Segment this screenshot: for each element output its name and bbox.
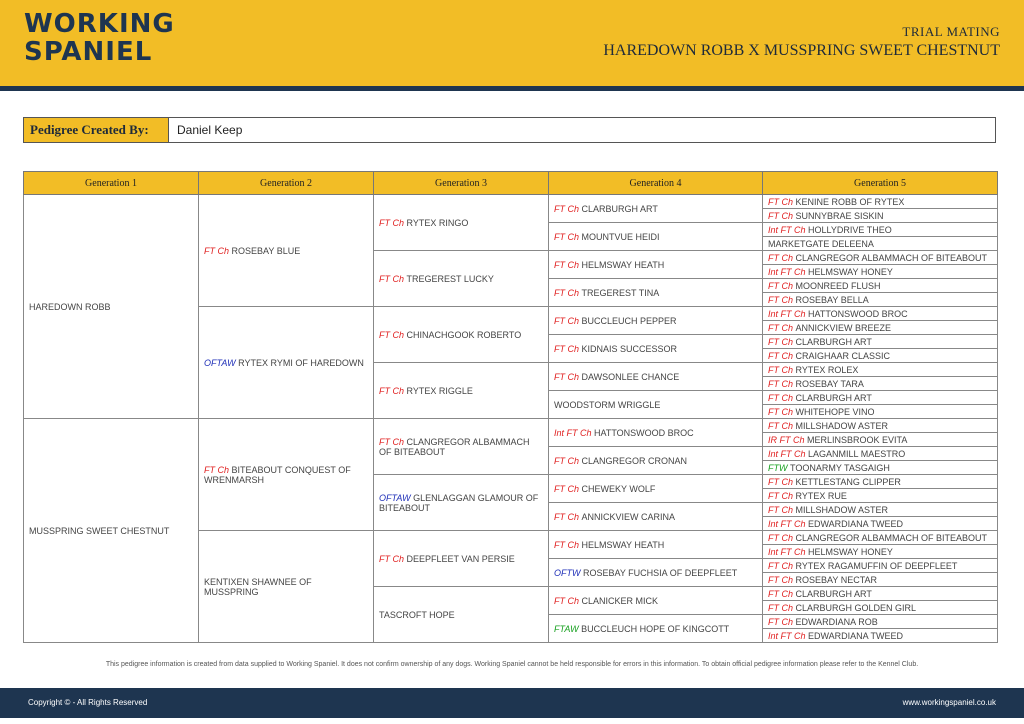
dog-name: MERLINSBROOK EVITA xyxy=(807,434,908,445)
dog-name: ROSEBAY TARA xyxy=(795,378,864,389)
pedigree-cell-gen5[interactable] xyxy=(763,349,998,363)
pedigree-cell-gen5[interactable] xyxy=(763,293,998,307)
pedigree-cell-gen5[interactable] xyxy=(763,559,998,573)
dog-title: FT Ch xyxy=(379,385,407,396)
pedigree-cell-gen4[interactable] xyxy=(549,279,763,307)
dog-name: CLANICKER MICK xyxy=(581,595,659,606)
dog-title: FT Ch xyxy=(768,616,796,627)
dog-name: BUCCLEUCH HOPE OF KINGCOTT xyxy=(581,623,730,634)
dog-name: KIDNAIS SUCCESSOR xyxy=(581,343,678,354)
dog-name: SUNNYBRAE SISKIN xyxy=(795,210,884,221)
dog-name: CRAIGHAAR CLASSIC xyxy=(795,350,891,361)
pedigree-cell-gen4[interactable] xyxy=(549,475,763,503)
dog-name: KENTIXEN SHAWNEE OF MUSSPRING xyxy=(204,576,312,597)
pedigree-cell-gen4[interactable] xyxy=(549,587,763,615)
dog-title: FT Ch xyxy=(768,490,796,501)
dog-name: TOONARMY TASGAIGH xyxy=(790,462,890,473)
dog-title: FT Ch xyxy=(554,231,582,242)
table-row xyxy=(24,195,998,209)
pedigree-cell-gen5[interactable] xyxy=(763,377,998,391)
dog-title: FT Ch xyxy=(554,203,582,214)
pedigree-cell-gen5[interactable] xyxy=(763,209,998,223)
pedigree-cell-gen5[interactable] xyxy=(763,545,998,559)
dog-name: EDWARDIANA TWEED xyxy=(808,518,904,529)
dog-name: HAREDOWN ROBB xyxy=(29,301,111,312)
dog-name: KENINE ROBB OF RYTEX xyxy=(795,196,905,207)
dog-name: ROSEBAY NECTAR xyxy=(795,574,878,585)
dog-name: TREGEREST LUCKY xyxy=(406,273,494,284)
dog-name: ANNICKVIEW CARINA xyxy=(581,511,676,522)
header-bar xyxy=(0,0,1024,86)
pedigree-cell-gen4[interactable] xyxy=(549,391,763,419)
dog-name: MARKETGATE DELEENA xyxy=(768,238,874,249)
pedigree-cell-gen5[interactable] xyxy=(763,531,998,545)
logo-line2: SPANIEL xyxy=(24,37,153,67)
dog-name: CLARBURGH ART xyxy=(795,392,872,403)
pedigree-cell-gen5[interactable] xyxy=(763,251,998,265)
pedigree-cell-gen5[interactable] xyxy=(763,307,998,321)
dog-name: KETTLESTANG CLIPPER xyxy=(795,476,901,487)
dog-name: CLANGREGOR ALBAMMACH OF BITEABOUT xyxy=(795,532,988,543)
table-row xyxy=(24,419,998,433)
pedigree-cell-gen3[interactable] xyxy=(374,363,549,419)
logo-line1: WORKING xyxy=(24,9,175,39)
pedigree-cell-gen5[interactable] xyxy=(763,601,998,615)
dog-title: FT Ch xyxy=(768,406,796,417)
dog-name: CLANGREGOR ALBAMMACH OF BITEABOUT xyxy=(795,252,988,263)
dog-name: LAGANMILL MAESTRO xyxy=(808,448,906,459)
pedigree-cell-gen5[interactable] xyxy=(763,195,998,209)
pedigree-cell-gen3[interactable] xyxy=(374,251,549,307)
pedigree-cell-gen2[interactable] xyxy=(199,419,374,531)
dog-title: FT Ch xyxy=(554,371,582,382)
pedigree-cell-gen2[interactable] xyxy=(199,531,374,643)
dog-title: FT Ch xyxy=(554,259,582,270)
dog-title: OFTAW xyxy=(204,357,239,368)
dog-name: EDWARDIANA ROB xyxy=(795,616,878,627)
dog-name: CLANGREGOR ALBAMMACH OF BITEABOUT xyxy=(379,436,530,457)
pedigree-cell-gen2[interactable] xyxy=(199,195,374,307)
dog-name: CHEWEKY WOLF xyxy=(581,483,656,494)
pedigree-cell-gen5[interactable] xyxy=(763,615,998,629)
dog-title: FT Ch xyxy=(768,364,796,375)
dog-title: FT Ch xyxy=(768,336,796,347)
dog-title: FT Ch xyxy=(379,553,407,564)
pedigree-cell-gen5[interactable] xyxy=(763,265,998,279)
dog-title: FT Ch xyxy=(768,280,796,291)
pedigree-cell-gen4[interactable] xyxy=(549,251,763,279)
dog-name: ANNICKVIEW BREEZE xyxy=(795,322,892,333)
dog-title: Int FT Ch xyxy=(768,518,809,529)
dog-name: MILLSHADOW ASTER xyxy=(795,504,889,515)
dog-name: HELMSWAY HONEY xyxy=(808,266,893,277)
dog-name: CLARBURGH ART xyxy=(581,203,658,214)
pedigree-cell-gen5[interactable] xyxy=(763,461,998,475)
dog-name: RYTEX RYMI OF HAREDOWN xyxy=(238,357,364,368)
dog-name: HELMSWAY HEATH xyxy=(581,539,665,550)
pedigree-cell-gen3[interactable] xyxy=(374,587,549,643)
dog-name: MUSSPRING SWEET CHESTNUT xyxy=(29,525,170,536)
dog-title: FT Ch xyxy=(768,378,796,389)
pedigree-cell-gen4[interactable] xyxy=(549,363,763,391)
dog-name: CLARBURGH GOLDEN GIRL xyxy=(795,602,917,613)
pedigree-cell-gen5[interactable] xyxy=(763,405,998,419)
dog-title: Int FT Ch xyxy=(768,546,809,557)
dog-name: WHITEHOPE VINO xyxy=(795,406,875,417)
dog-title: FT Ch xyxy=(204,245,232,256)
dog-title: FT Ch xyxy=(768,294,796,305)
dog-name: DAWSONLEE CHANCE xyxy=(581,371,680,382)
dog-title: FT Ch xyxy=(554,483,582,494)
pedigree-cell-gen5[interactable] xyxy=(763,587,998,601)
dog-title: FT Ch xyxy=(768,574,796,585)
dog-title: FT Ch xyxy=(768,532,796,543)
dog-title: FT Ch xyxy=(768,504,796,515)
title-block xyxy=(603,24,1000,60)
dog-title: FT Ch xyxy=(768,476,796,487)
page-title: HAREDOWN ROBB X MUSSPRING SWEET CHESTNUT xyxy=(603,42,1000,59)
dog-title: FT Ch xyxy=(768,602,796,613)
dog-name: RYTEX RINGO xyxy=(406,217,469,228)
dog-title: FT Ch xyxy=(554,287,582,298)
dog-title: FT Ch xyxy=(379,436,407,447)
dog-title: Int FT Ch xyxy=(768,224,809,235)
dog-title: FT Ch xyxy=(768,322,796,333)
dog-title: FT Ch xyxy=(768,210,796,221)
dog-name: GLENLAGGAN GLAMOUR OF BITEABOUT xyxy=(379,492,539,513)
pedigree-cell-gen4[interactable] xyxy=(549,307,763,335)
dog-title: Int FT Ch xyxy=(768,266,809,277)
dog-title: FT Ch xyxy=(379,217,407,228)
pedigree-cell-gen3[interactable] xyxy=(374,531,549,587)
dog-name: WOODSTORM WRIGGLE xyxy=(554,399,661,410)
dog-title: IR FT Ch xyxy=(768,434,808,445)
dog-title: FTW xyxy=(768,462,790,473)
dog-name: HELMSWAY HONEY xyxy=(808,546,893,557)
column-header: Generation 4 xyxy=(549,172,763,195)
dog-name: RYTEX RAGAMUFFIN OF DEEPFLEET xyxy=(795,560,958,571)
dog-name: EDWARDIANA TWEED xyxy=(808,630,904,641)
dog-name: CHINACHGOOK ROBERTO xyxy=(406,329,522,340)
pedigree-cell-gen5[interactable] xyxy=(763,321,998,335)
table-header-row xyxy=(24,172,998,195)
pedigree-cell-gen4[interactable] xyxy=(549,531,763,559)
pedigree-cell-gen5[interactable] xyxy=(763,489,998,503)
dog-name: DEEPFLEET VAN PERSIE xyxy=(406,553,515,564)
pedigree-cell-gen4[interactable] xyxy=(549,503,763,531)
pedigree-cell-gen5[interactable] xyxy=(763,433,998,447)
pedigree-table xyxy=(23,171,998,643)
disclaimer-text: This pedigree information is created from data supplied to Working Spaniel. It does not confirm ownership of any dogs. Working Spaniel cannot be held responsible for errors in this information. To obtain official pedigree information please refer to the Kennel Club. xyxy=(105,661,919,668)
pedigree-cell-gen1[interactable] xyxy=(24,419,199,643)
pedigree-cell-gen2[interactable] xyxy=(199,307,374,419)
footer-bar xyxy=(0,688,1024,718)
dog-name: TREGEREST TINA xyxy=(581,287,660,298)
working-spaniel-logo[interactable] xyxy=(24,10,175,66)
column-header: Generation 2 xyxy=(199,172,374,195)
footer-website-link[interactable]: www.workingspaniel.co.uk xyxy=(902,698,996,707)
dog-name: RYTEX ROLEX xyxy=(795,364,859,375)
dog-name: RYTEX RIGGLE xyxy=(406,385,473,396)
dog-title: FT Ch xyxy=(768,350,796,361)
pedigree-cell-gen3[interactable] xyxy=(374,195,549,251)
pedigree-cell-gen3[interactable] xyxy=(374,419,549,475)
pedigree-cell-gen5[interactable] xyxy=(763,363,998,377)
pedigree-cell-gen4[interactable] xyxy=(549,447,763,475)
dog-title: OFTAW xyxy=(379,492,414,503)
pedigree-cell-gen4[interactable] xyxy=(549,615,763,643)
dog-name: BITEABOUT CONQUEST OF WRENMARSH xyxy=(204,464,351,485)
pedigree-cell-gen5[interactable] xyxy=(763,279,998,293)
dog-name: MOUNTVUE HEIDI xyxy=(581,231,660,242)
dog-name: ROSEBAY FUCHSIA OF DEEPFLEET xyxy=(583,567,738,578)
pedigree-cell-gen5[interactable] xyxy=(763,447,998,461)
dog-name: TASCROFT HOPE xyxy=(379,609,455,620)
copyright-text: Copyright © - All Rights Reserved xyxy=(28,698,148,707)
page-subtitle: TRIAL MATING xyxy=(902,24,1000,39)
dog-name: ROSEBAY BELLA xyxy=(795,294,869,305)
pedigree-creator-box xyxy=(23,117,996,143)
dog-title: FT Ch xyxy=(204,464,232,475)
dog-name: ROSEBAY BLUE xyxy=(231,245,301,256)
dog-name: CLARBURGH ART xyxy=(795,336,872,347)
dog-title: FT Ch xyxy=(554,539,582,550)
dog-title: FT Ch xyxy=(554,455,582,466)
pedigree-cell-gen5[interactable] xyxy=(763,573,998,587)
dog-title: Int FT Ch xyxy=(768,308,809,319)
pedigree-cell-gen4[interactable] xyxy=(549,195,763,223)
pedigree-cell-gen5[interactable] xyxy=(763,503,998,517)
dog-title: FT Ch xyxy=(554,511,582,522)
header-divider xyxy=(0,86,1024,91)
pedigree-cell-gen5[interactable] xyxy=(763,475,998,489)
pedigree-cell-gen5[interactable] xyxy=(763,419,998,433)
pedigree-cell-gen1[interactable] xyxy=(24,195,199,419)
pedigree-cell-gen5[interactable] xyxy=(763,335,998,349)
dog-title: FT Ch xyxy=(768,560,796,571)
dog-title: FT Ch xyxy=(768,196,796,207)
dog-name: CLANGREGOR CRONAN xyxy=(581,455,688,466)
creator-label: Pedigree Created By: xyxy=(24,118,169,142)
dog-name: CLARBURGH ART xyxy=(795,588,872,599)
dog-title: Int FT Ch xyxy=(768,448,809,459)
dog-title: FT Ch xyxy=(554,315,582,326)
dog-name: HATTONSWOOD BROC xyxy=(808,308,908,319)
pedigree-cell-gen4[interactable] xyxy=(549,419,763,447)
dog-title: FT Ch xyxy=(768,420,796,431)
dog-title: FT Ch xyxy=(768,252,796,263)
dog-name: BUCCLEUCH PEPPER xyxy=(581,315,677,326)
pedigree-cell-gen4[interactable] xyxy=(549,335,763,363)
column-header: Generation 1 xyxy=(24,172,199,195)
pedigree-cell-gen3[interactable] xyxy=(374,475,549,531)
dog-title: OFTW xyxy=(554,567,583,578)
dog-title: FT Ch xyxy=(379,273,407,284)
dog-title: FT Ch xyxy=(768,392,796,403)
dog-title: FTAW xyxy=(554,623,582,634)
dog-title: FT Ch xyxy=(554,595,582,606)
pedigree-cell-gen3[interactable] xyxy=(374,307,549,363)
column-header: Generation 5 xyxy=(763,172,998,195)
pedigree-cell-gen5[interactable] xyxy=(763,223,998,237)
pedigree-cell-gen4[interactable] xyxy=(549,223,763,251)
pedigree-cell-gen5[interactable] xyxy=(763,517,998,531)
dog-name: RYTEX RUE xyxy=(795,490,847,501)
pedigree-cell-gen5[interactable] xyxy=(763,237,998,251)
dog-name: HELMSWAY HEATH xyxy=(581,259,665,270)
dog-title: Int FT Ch xyxy=(768,630,809,641)
pedigree-cell-gen5[interactable] xyxy=(763,391,998,405)
dog-title: FT Ch xyxy=(768,588,796,599)
pedigree-cell-gen5[interactable] xyxy=(763,629,998,643)
column-header: Generation 3 xyxy=(374,172,549,195)
dog-name: MOONREED FLUSH xyxy=(795,280,881,291)
pedigree-body xyxy=(24,195,998,643)
dog-title: FT Ch xyxy=(554,343,582,354)
dog-name: HOLLYDRIVE THEO xyxy=(808,224,892,235)
dog-title: Int FT Ch xyxy=(554,427,595,438)
pedigree-cell-gen4[interactable] xyxy=(549,559,763,587)
dog-name: HATTONSWOOD BROC xyxy=(594,427,694,438)
creator-value: Daniel Keep xyxy=(177,123,243,137)
dog-title: FT Ch xyxy=(379,329,407,340)
dog-name: MILLSHADOW ASTER xyxy=(795,420,889,431)
